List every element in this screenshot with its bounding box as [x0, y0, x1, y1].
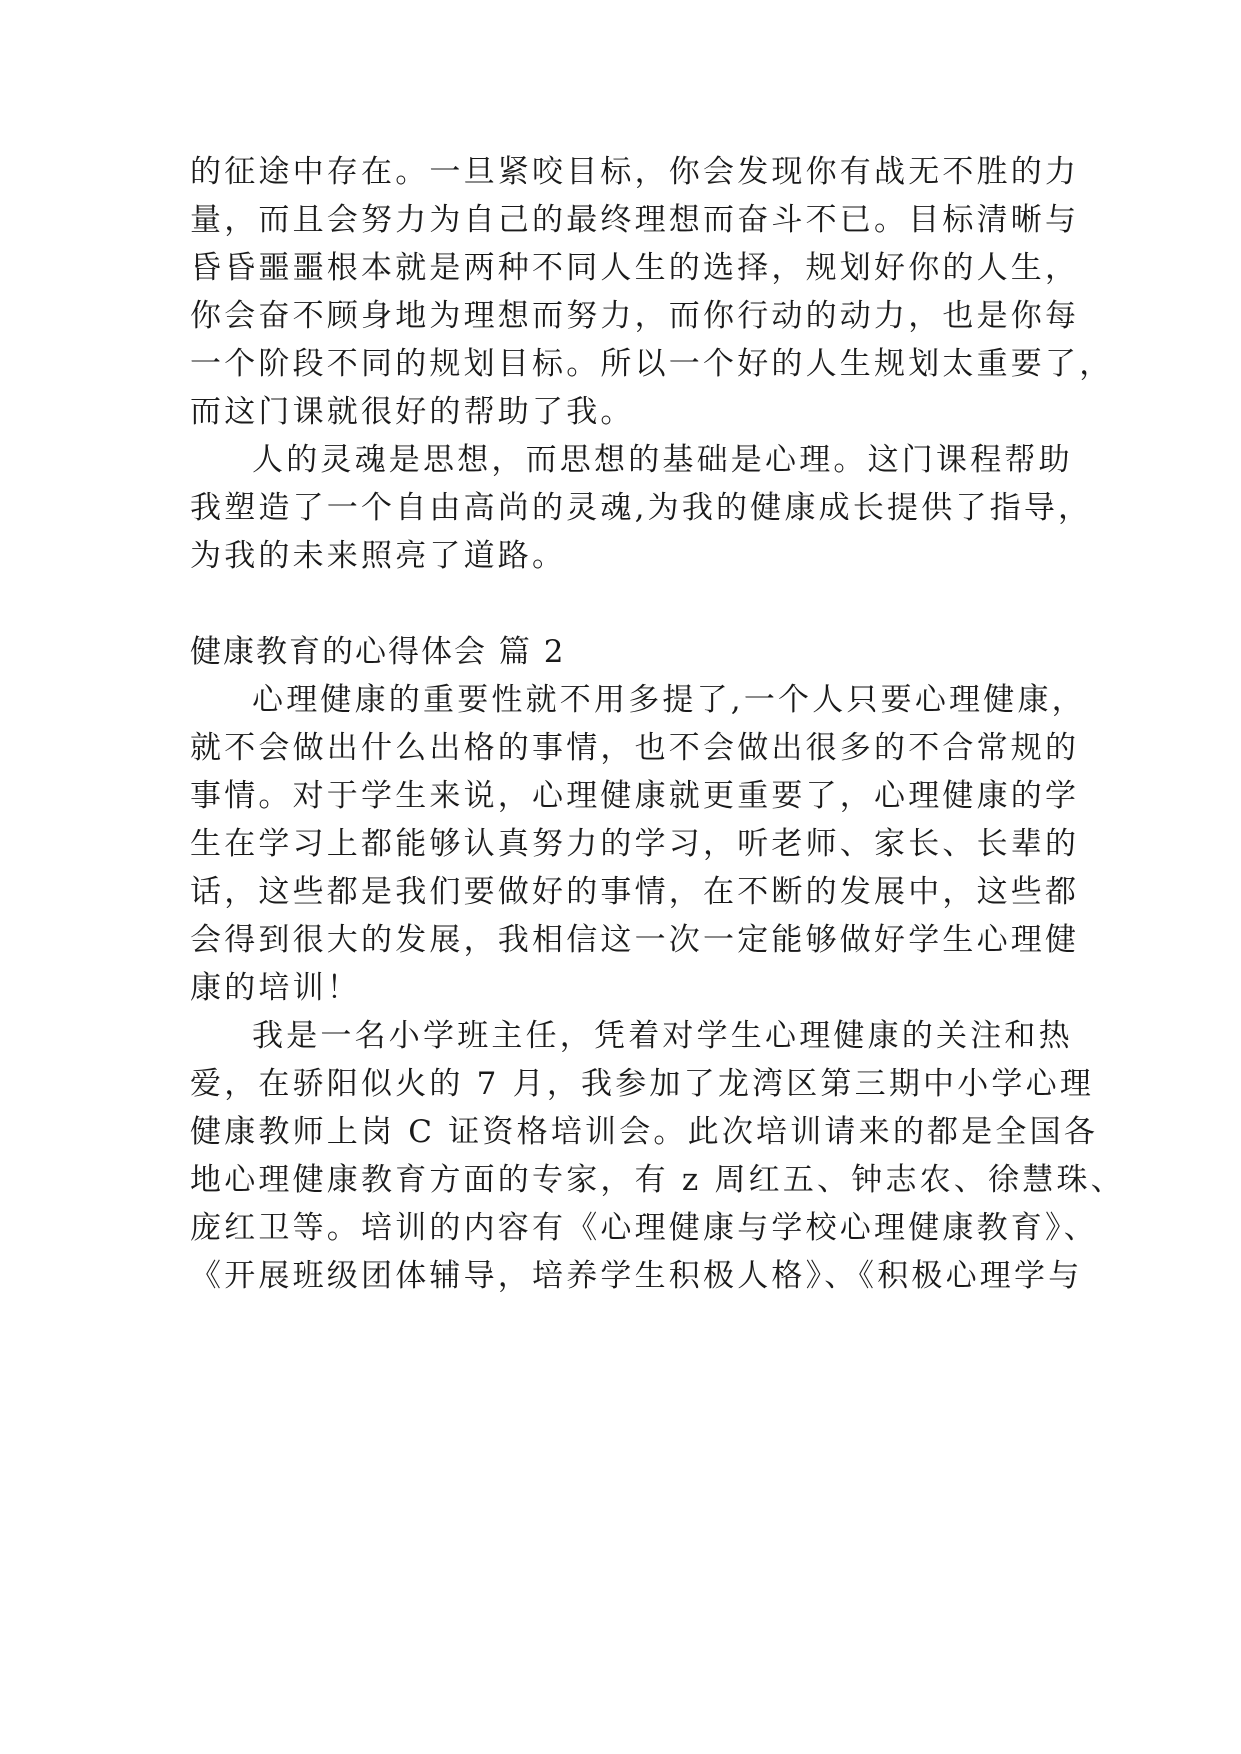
text-line: 昏昏噩噩根本就是两种不同人生的选择，规划好你的人生， — [190, 250, 1080, 286]
text-line: 你会奋不顾身地为理想而努力，而你行动的动力，也是你每 — [190, 298, 1080, 334]
text-line: 而这门课就很好的帮助了我。 — [190, 394, 635, 430]
text-line: 庞红卫等。培训的内容有《心理健康与学校心理健康教育》、 — [190, 1210, 1098, 1246]
text-line: 事情。对于学生来说，心理健康就更重要了，心理健康的学 — [190, 778, 1080, 814]
text-line: 心理健康的重要性就不用多提了,一个人只要心理健康， — [252, 682, 1086, 718]
text-line: 量，而且会努力为自己的最终理想而奋斗不已。目标清晰与 — [190, 202, 1080, 238]
text-line: 一个阶段不同的规划目标。所以一个好的人生规划太重要了， — [190, 346, 1114, 382]
text-line: 的征途中存在。一旦紧咬目标，你会发现你有战无不胜的力 — [190, 154, 1080, 190]
text-line: 人的灵魂是思想，而思想的基础是心理。这门课程帮助 — [252, 442, 1073, 478]
text-line: 健康教师上岗 C 证资格培训会。此次培训请来的都是全国各 — [190, 1114, 1099, 1150]
text-line: 为我的未来照亮了道路。 — [190, 538, 567, 574]
text-line: 就不会做出什么出格的事情，也不会做出很多的不合常规的 — [190, 730, 1080, 766]
section-heading: 健康教育的心得体会 篇 2 — [190, 634, 566, 670]
text-line: 康的培训！ — [190, 970, 361, 1006]
text-line: 我是一名小学班主任，凭着对学生心理健康的关注和热 — [252, 1018, 1073, 1054]
text-line: 《开展班级团体辅导，培养学生积极人格》、《积极心理学与 — [190, 1258, 1083, 1294]
text-line: 爱，在骄阳似火的 7 月，我参加了龙湾区第三期中小学心理 — [190, 1066, 1095, 1102]
text-line: 我塑造了一个自由高尚的灵魂,为我的健康成长提供了指导， — [190, 490, 1093, 526]
text-line: 会得到很大的发展，我相信这一次一定能够做好学生心理健 — [190, 922, 1080, 958]
text-line: 地心理健康教育方面的专家，有 z 周红五、钟志农、徐慧珠、 — [190, 1162, 1125, 1198]
text-line: 话，这些都是我们要做好的事情，在不断的发展中，这些都 — [190, 874, 1080, 910]
text-line: 生在学习上都能够认真努力的学习，听老师、家长、长辈的 — [190, 826, 1080, 862]
